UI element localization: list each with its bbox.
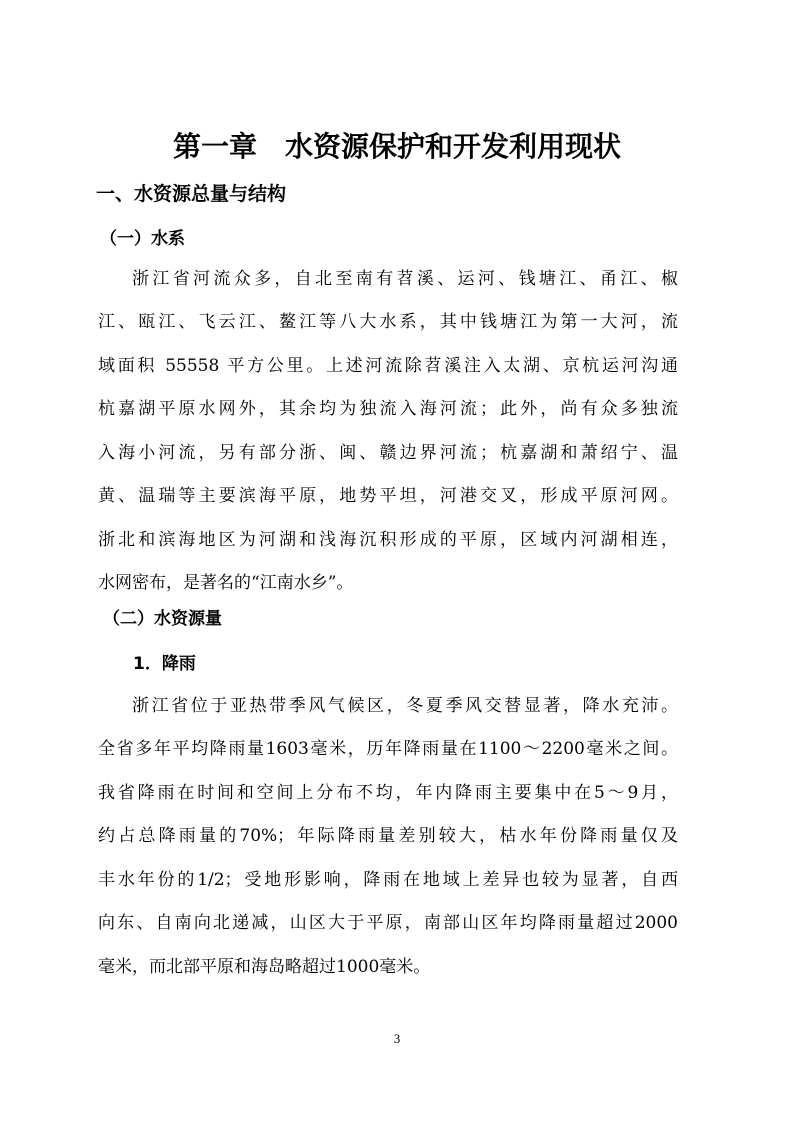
text-line: 入海小河流，另有部分浙、闽、赣边界河流；杭嘉湖和萧绍宁、温 — [98, 443, 678, 463]
chapter-title: 第一章 水资源保护和开发利用现状 — [172, 130, 621, 163]
text-line: 浙江省位于亚热带季风气候区，冬夏季风交替显著，降水充沛。 — [132, 696, 678, 716]
item-heading-rainfall: 1．降雨 — [133, 654, 196, 674]
text-line: 江、瓯江、飞云江、鳌江等八大水系，其中钱塘江为第一大河，流 — [98, 312, 678, 332]
text-line: 全省多年平均降雨量1603毫米，历年降雨量在1100～2200毫米之间。 — [98, 739, 678, 759]
text-line: 丰水年份的1/2；受地形影响，降雨在地域上差异也较为显著，自西 — [98, 870, 678, 890]
text-line: 浙江省河流众多，自北至南有苕溪、运河、钱塘江、甬江、椒 — [132, 269, 678, 289]
text-line: 毫米，而北部平原和海岛略超过1000毫米。 — [98, 957, 431, 977]
subsection-heading-water-resources: （二）水资源量 — [103, 609, 222, 629]
section-heading: 一、水资源总量与结构 — [96, 183, 287, 205]
text-line: 我省降雨在时间和空间上分布不均，年内降雨主要集中在5～9月， — [98, 783, 678, 803]
text-line: 水网密布，是著名的“江南水乡”。 — [98, 573, 354, 593]
text-line: 向东、自南向北递减，山区大于平原，南部山区年均降雨量超过2000 — [98, 913, 678, 933]
subsection-heading-water-system: （一）水系 — [100, 229, 185, 249]
text-line: 黄、温瑞等主要滨海平原，地势平坦，河港交叉，形成平原河网。 — [98, 486, 678, 506]
text-line: 浙北和滨海地区为河湖和浅海沉积形成的平原，区域内河湖相连， — [98, 530, 678, 550]
page-number: 3 — [393, 1031, 401, 1046]
text-line: 域面积 55558 平方公里。上述河流除苕溪注入太湖、京杭运河沟通 — [98, 356, 678, 376]
text-line: 杭嘉湖平原水网外，其余均为独流入海河流；此外，尚有众多独流 — [98, 399, 678, 419]
text-line: 约占总降雨量的70%；年际降雨量差别较大，枯水年份降雨量仅及 — [98, 826, 678, 846]
